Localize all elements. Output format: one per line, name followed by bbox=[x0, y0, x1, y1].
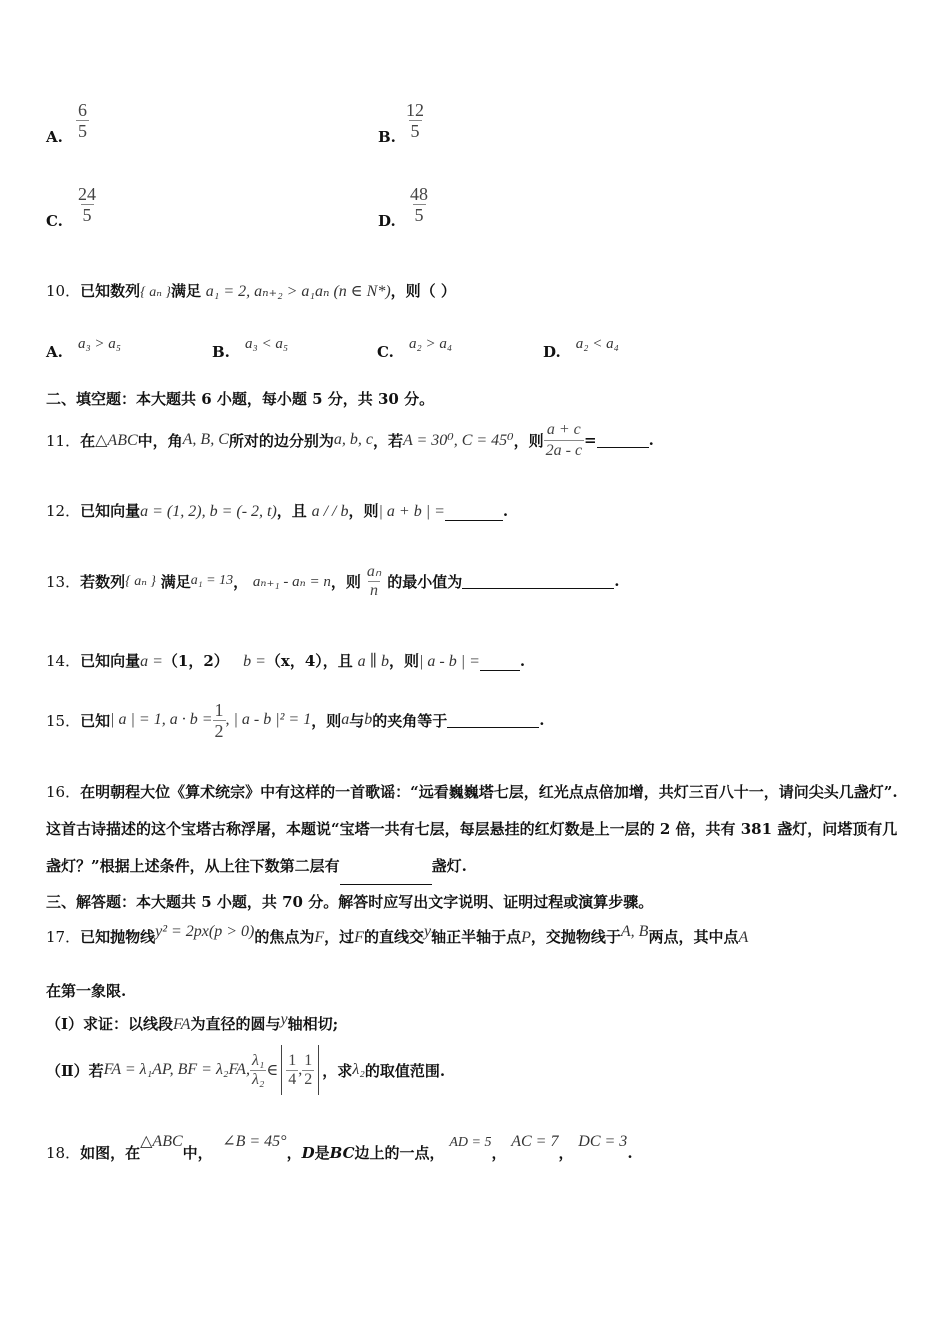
fraction bbox=[76, 100, 89, 141]
period: . bbox=[539, 711, 545, 729]
answer-blank[interactable] bbox=[340, 868, 432, 885]
question-number: 12． bbox=[46, 502, 81, 520]
q-text: 如图，在 bbox=[80, 1144, 141, 1162]
period: . bbox=[648, 431, 654, 449]
question-number: 11． bbox=[46, 431, 81, 450]
denominator: λ₂ bbox=[251, 1070, 265, 1088]
vector-condition: , | a - b |² = 1 bbox=[225, 711, 312, 728]
question-number: 17． bbox=[46, 928, 81, 946]
q10-option-b bbox=[212, 333, 289, 361]
numerator: 1 bbox=[288, 1051, 297, 1069]
denominator: 4 bbox=[288, 1070, 297, 1088]
vector-b: b = bbox=[243, 653, 266, 670]
parallel-expr: a / / b bbox=[311, 503, 349, 520]
angles-expr: A, B, C bbox=[182, 431, 229, 448]
q-text: 已知向量 bbox=[80, 652, 141, 670]
q-text: ，交抛物线于 bbox=[530, 928, 621, 946]
q-text: 已知数列 bbox=[80, 282, 141, 300]
question-number: 15． bbox=[46, 711, 81, 730]
abs-expr: | a + b | = bbox=[378, 503, 445, 520]
numerator: 1 bbox=[214, 699, 224, 720]
denominator: 5 bbox=[414, 205, 424, 225]
question-number: 10． bbox=[46, 282, 81, 300]
option-expr: a₂ < a₄ bbox=[575, 336, 619, 352]
numerator: 24 bbox=[78, 184, 96, 204]
question-17 bbox=[46, 923, 749, 947]
option-expr: a₂ > a₄ bbox=[409, 336, 453, 352]
denominator: 5 bbox=[410, 121, 420, 141]
q10-option-c bbox=[377, 333, 453, 361]
numerator: a + c bbox=[546, 420, 581, 438]
q-text: 所对的边分别为 bbox=[228, 431, 334, 450]
q-text: ，且 bbox=[276, 502, 307, 520]
q-text: ，则 bbox=[348, 502, 379, 520]
q-text: （Ⅰ）求证：以线段 bbox=[46, 1015, 174, 1033]
q-text: ，过 bbox=[324, 928, 355, 946]
fraction bbox=[404, 100, 426, 141]
denominator: 2 bbox=[304, 1070, 313, 1088]
q-text: 是 bbox=[314, 1144, 330, 1162]
question-15 bbox=[46, 690, 545, 750]
vector-b: b bbox=[364, 711, 373, 728]
q-text: ，则 bbox=[311, 711, 342, 730]
numerator: λ₁ bbox=[251, 1051, 265, 1069]
point-P: P bbox=[521, 929, 531, 946]
sequence-expr: { aₙ } bbox=[125, 573, 156, 589]
question-number: 13． bbox=[46, 572, 81, 591]
q-text: 边上的一点， bbox=[354, 1144, 445, 1162]
fraction bbox=[544, 420, 584, 461]
vector-b-value: （x，4） bbox=[265, 652, 323, 670]
condition-expr: A = 30⁰, C = 45⁰ bbox=[403, 432, 514, 449]
length-AD: AD = 5 bbox=[449, 1135, 492, 1150]
fraction bbox=[213, 700, 226, 741]
denominator: 5 bbox=[82, 205, 92, 225]
question-number: 16． bbox=[46, 783, 81, 801]
fraction bbox=[76, 184, 98, 225]
section-header-fill-blank: 二、填空题：本大题共 6 小题，每小题 5 分，共 30 分。 bbox=[46, 390, 435, 408]
q-text: 满足 bbox=[160, 572, 191, 591]
angle-expr: ∠B = 45° bbox=[222, 1133, 287, 1150]
answer-blank[interactable] bbox=[462, 574, 614, 589]
question-10 bbox=[46, 280, 456, 301]
q-text: 与 bbox=[349, 711, 365, 730]
q-text: 已知 bbox=[80, 711, 111, 730]
q-text: ，则 bbox=[388, 652, 419, 670]
q-text: 轴正半轴于点 bbox=[431, 928, 522, 946]
vector-a-value: （1，2） bbox=[162, 652, 229, 670]
vector-condition: | a | = 1, a · b = bbox=[110, 711, 213, 728]
comma: , bbox=[298, 1061, 303, 1078]
element-of: ∈ bbox=[266, 1062, 279, 1079]
length-AC: AC = 7 bbox=[511, 1133, 559, 1150]
q17-part2 bbox=[46, 1042, 445, 1098]
fraction bbox=[250, 1052, 267, 1089]
fraction bbox=[365, 563, 383, 600]
numerator: 1 bbox=[304, 1051, 313, 1069]
numerator: 12 bbox=[406, 100, 424, 120]
question-14 bbox=[46, 650, 525, 671]
q-text: 的取值范围. bbox=[364, 1061, 446, 1080]
triangle-expr: △ABC bbox=[95, 432, 138, 449]
answer-blank[interactable] bbox=[597, 433, 649, 448]
recurrence-expr: aₙ₊₁ - aₙ = n bbox=[252, 573, 331, 590]
q-text: 在 bbox=[80, 431, 96, 450]
point-A: A bbox=[738, 929, 749, 946]
numerator: 6 bbox=[78, 100, 87, 120]
q10-option-a bbox=[46, 333, 122, 361]
q-text: ，求 bbox=[322, 1061, 353, 1080]
q-text: 的夹角等于 bbox=[372, 711, 448, 730]
numerator: 48 bbox=[410, 184, 428, 204]
denominator: 5 bbox=[78, 121, 87, 141]
sequence-expr: { aₙ } bbox=[140, 285, 171, 300]
q-text: 中， bbox=[182, 1144, 213, 1162]
question-13 bbox=[46, 556, 619, 606]
question-18 bbox=[46, 1133, 633, 1163]
numerator: aₙ bbox=[366, 562, 382, 580]
answer-blank[interactable] bbox=[480, 656, 520, 671]
q-text: 若数列 bbox=[80, 572, 126, 591]
point-D: D bbox=[301, 1144, 315, 1162]
q-text: 两点，其中点 bbox=[648, 928, 739, 946]
y-axis: y bbox=[280, 1011, 288, 1028]
fraction bbox=[408, 184, 430, 225]
fraction bbox=[286, 1052, 298, 1089]
question-number: 14． bbox=[46, 652, 81, 670]
q-text: 在明朝程大位《算术统宗》中有这样的一首歌谣：“远看巍巍塔七层，红光点点倍加增，共灯三百八十一，请问尖头几盏灯”.这首古诗描述的这个宝塔古称浮屠，本题说“宝塔一共有七层，每层悬挂的红灯数是上一层的 2 倍，共有 381 盏灯，问塔顶有几盏灯？”根据上述条件，从上往下数第二层有 bbox=[46, 783, 898, 875]
answer-blank[interactable] bbox=[447, 713, 539, 728]
q-text: 的焦点为 bbox=[254, 928, 315, 946]
abs-expr: | a - b | = bbox=[418, 653, 480, 670]
option-label: D. bbox=[543, 343, 561, 361]
vector-expr: a = (1, 2), b = (- 2, t) bbox=[140, 503, 277, 520]
period: . bbox=[627, 1144, 633, 1162]
q-text: = bbox=[584, 431, 597, 449]
q-text: 中，角 bbox=[137, 431, 183, 450]
denominator: 2a - c bbox=[545, 441, 583, 459]
q-text: 的最小值为 bbox=[387, 572, 463, 591]
denominator: n bbox=[370, 581, 379, 599]
q-text: 盏灯. bbox=[431, 857, 467, 875]
question-12 bbox=[46, 500, 508, 521]
fraction bbox=[302, 1052, 314, 1089]
q-text: 的直线交 bbox=[363, 928, 424, 946]
q-text: ，则（ ） bbox=[390, 282, 456, 300]
period: . bbox=[519, 652, 526, 670]
option-expr: a₃ < a₅ bbox=[245, 336, 289, 352]
answer-blank[interactable] bbox=[445, 506, 503, 521]
condition-expr: a₁ = 2, aₙ₊₂ > a₁aₙ (n ∈ N*) bbox=[205, 283, 391, 300]
parabola-expr: y² = 2px(p > 0) bbox=[155, 923, 255, 940]
option-label: A. bbox=[46, 128, 63, 146]
question-number: 18． bbox=[46, 1144, 81, 1162]
triangle-expr: △ABC bbox=[140, 1133, 183, 1150]
section-header-solutions: 三、解答题：本大题共 5 小题，共 70 分。解答时应写出文字说明、证明过程或演算步骤。 bbox=[46, 893, 654, 911]
q-text: ，则 bbox=[330, 572, 361, 591]
vector-a: a = bbox=[140, 653, 163, 670]
option-label: D. bbox=[378, 212, 396, 230]
option-label: C. bbox=[377, 343, 394, 361]
option-expr: a₃ > a₅ bbox=[77, 336, 122, 352]
q-text: 为直径的圆与 bbox=[190, 1015, 281, 1033]
q10-option-d bbox=[543, 333, 619, 361]
q-text: ，若 bbox=[373, 431, 404, 450]
q-text: （Ⅱ）若 bbox=[46, 1061, 104, 1080]
points-AB: A, B bbox=[620, 923, 649, 940]
condition-expr: a₁ = 13 bbox=[190, 573, 234, 588]
segment-BC: BC bbox=[329, 1144, 355, 1162]
focus-F: F bbox=[314, 929, 325, 946]
sides-expr: a, b, c bbox=[333, 431, 373, 448]
q-text: 已知向量 bbox=[80, 502, 141, 520]
period: . bbox=[614, 572, 620, 590]
period: . bbox=[502, 502, 509, 520]
y-axis: y bbox=[423, 923, 432, 940]
q-text: ， bbox=[286, 1144, 302, 1162]
ratio-expr: FA = λ₁AP, BF = λ₂FA, bbox=[103, 1061, 250, 1078]
interval bbox=[281, 1045, 319, 1095]
q-text: ， bbox=[558, 1144, 574, 1162]
q-text: ，且 bbox=[322, 652, 353, 670]
denominator: 2 bbox=[214, 720, 224, 741]
lambda-2: λ₂ bbox=[352, 1061, 365, 1078]
q-text: 轴相切; bbox=[287, 1015, 339, 1033]
option-label: B. bbox=[378, 128, 396, 146]
q-text: 满足 bbox=[170, 282, 201, 300]
length-DC: DC = 3 bbox=[578, 1133, 628, 1150]
q17-part1 bbox=[46, 1013, 338, 1034]
option-label: A. bbox=[46, 343, 63, 361]
q-text: ，则 bbox=[513, 431, 544, 450]
question-11 bbox=[46, 416, 654, 464]
parallel-expr: a ∥ b bbox=[357, 653, 389, 670]
q-text: ， bbox=[233, 572, 249, 591]
q-text: 已知抛物线 bbox=[80, 928, 156, 946]
focus-F: F bbox=[354, 929, 364, 946]
q-text: ， bbox=[491, 1144, 507, 1162]
segment-FA: FA bbox=[173, 1016, 191, 1033]
vector-a: a bbox=[341, 711, 350, 728]
question-16 bbox=[46, 774, 908, 885]
option-label: C. bbox=[46, 212, 63, 230]
q17-line2: 在第一象限. bbox=[46, 982, 127, 1000]
option-label: B. bbox=[212, 343, 230, 361]
